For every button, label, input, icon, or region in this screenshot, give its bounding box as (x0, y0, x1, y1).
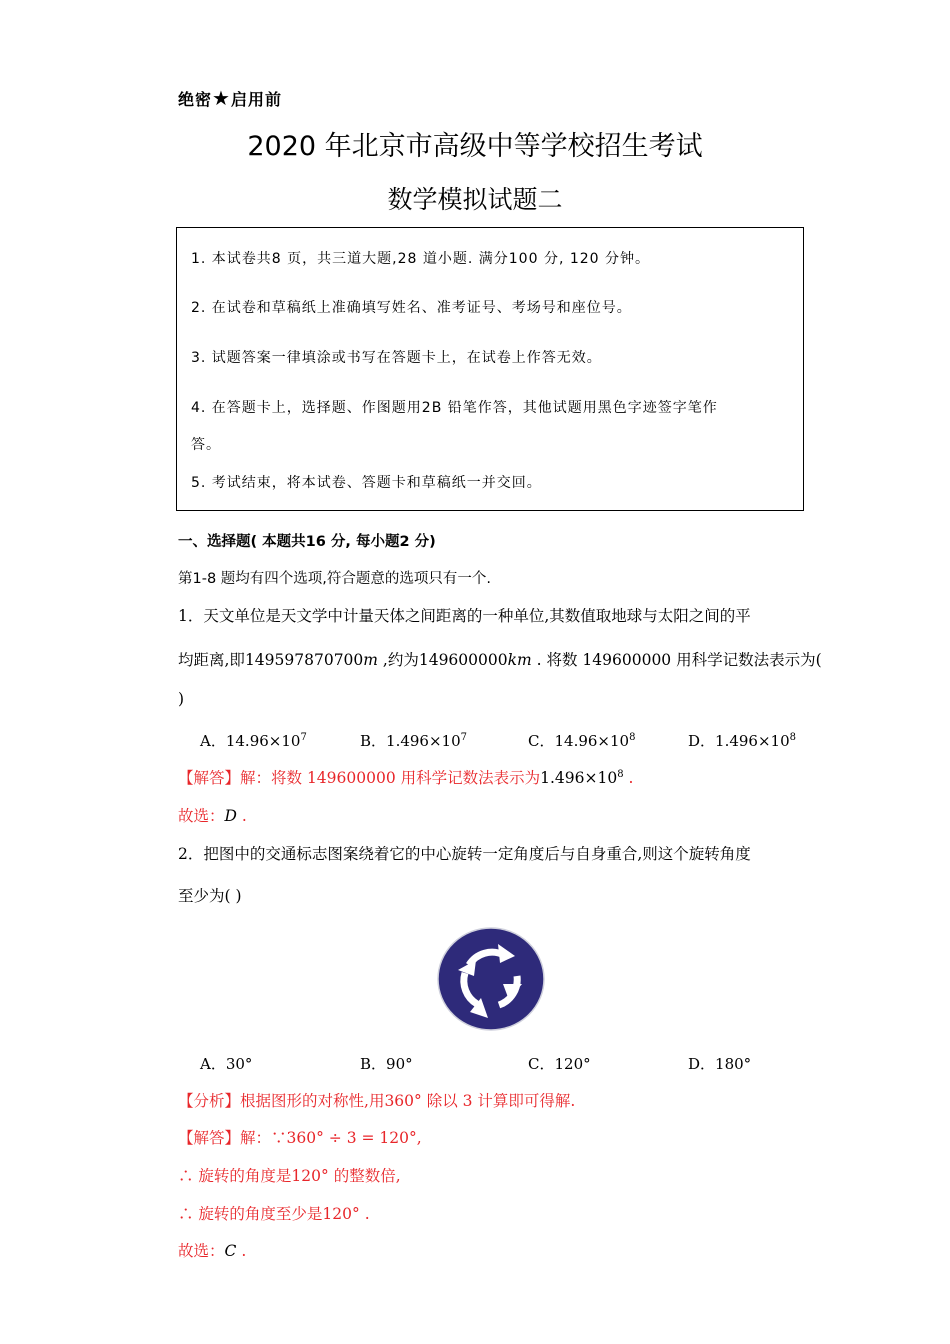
option-label: C． (528, 732, 555, 750)
answer-value: 1.496×10 (540, 769, 618, 787)
answer-text: 解：将数 149600000 用科学记数法表示为 (240, 769, 541, 787)
q2-option-c (528, 1053, 591, 1074)
q1-distance-value: 149597870700 (244, 651, 364, 669)
q1-stem-line2 (178, 648, 822, 670)
q2-analysis (178, 1089, 575, 1111)
option-label: A． (200, 732, 226, 750)
choice-value: D (224, 807, 237, 825)
answer-end: . (623, 769, 634, 787)
q2-option-d (688, 1053, 751, 1074)
answer-tag: 【解答】 (178, 1129, 241, 1147)
q1-choice (178, 804, 247, 826)
answer-tag: 【解答】 (178, 769, 241, 787)
q1-option-a (200, 730, 307, 751)
analysis-tag: 【分析】 (178, 1092, 241, 1110)
notice-item: 1. 本试卷共8 页，共三道大题,28 道小题. 满分100 分, 120 分钟。 (191, 251, 651, 267)
choice-end: . (236, 807, 247, 825)
notice-item: 3. 试题答案一律填涂或书写在答题卡上，在试卷上作答无效。 (191, 350, 602, 366)
notice-item: 5. 考试结束，将本试卷、答题卡和草稿纸一并交回。 (191, 475, 542, 491)
confidential-mark (178, 86, 282, 110)
option-label: D． (688, 732, 716, 750)
q2-stem-line2: 至少为( ) (178, 887, 242, 905)
q1-answer (178, 766, 633, 788)
q2-step1: ∴ 旋转的角度是120° 的整数倍, (178, 1167, 401, 1185)
option-exponent: 8 (629, 732, 636, 743)
option-exponent: 7 (460, 732, 468, 743)
option-value: 1.496×10 (386, 732, 461, 750)
q1-option-c (528, 730, 635, 751)
before-use-label: 启用前 (230, 90, 282, 109)
q2-stem-line1: 2．把图中的交通标志图案绕着它的中心旋转一定角度后与自身重合,则这个旋转角度 (178, 845, 751, 863)
q1-approx-value: 149600000 (418, 651, 508, 669)
q1-stem-line3: ) (178, 690, 185, 708)
roundabout-sign-icon (436, 926, 546, 1032)
confidential-label: 绝密 (178, 90, 213, 109)
option-value: 120° (554, 1055, 591, 1073)
option-value: 30° (225, 1055, 253, 1073)
q1-text: . 将数 149600000 用科学记数法表示为( (531, 651, 822, 669)
option-label: C． (528, 1055, 555, 1073)
q1-text: ,约为 (377, 651, 419, 669)
star-icon: ★ (212, 86, 231, 110)
q2-choice (178, 1239, 246, 1261)
option-label: B． (360, 1055, 387, 1073)
q1-option-d (688, 730, 796, 751)
q2-option-b (360, 1053, 413, 1074)
notice-item: 2. 在试卷和草稿纸上准确填写姓名、准考证号、考场号和座位号。 (191, 300, 632, 316)
choice-prefix: 故选： (178, 1242, 225, 1260)
option-exponent: 7 (300, 732, 307, 743)
option-value: 14.96×10 (225, 732, 301, 750)
q2-answer (178, 1126, 422, 1148)
answer-text: 解：∵360° ÷ 3 = 120°, (240, 1129, 422, 1147)
option-value: 14.96×10 (554, 732, 630, 750)
analysis-text: 根据图形的对称性,用360° 除以 3 计算即可得解. (240, 1092, 576, 1110)
q1-unit-m: m (363, 651, 378, 669)
q1-option-b (360, 730, 467, 751)
choice-value: C (224, 1242, 237, 1260)
q2-step2: ∴ 旋转的角度至少是120° . (178, 1205, 370, 1223)
option-label: B． (360, 732, 387, 750)
notice-box (176, 227, 804, 511)
q1-text: 均距离,即 (178, 651, 245, 669)
option-label: A． (200, 1055, 226, 1073)
option-exponent: 8 (789, 732, 797, 743)
section-instruction: 第1-8 题均有四个选项,符合题意的选项只有一个. (178, 571, 492, 587)
section-heading: 一、选择题( 本题共16 分, 每小题2 分) (178, 534, 436, 550)
choice-prefix: 故选： (178, 807, 225, 825)
answer-exponent: 8 (617, 768, 624, 780)
notice-item: 4. 在答题卡上，选择题、作图题用2B 铅笔作答，其他试题用黑色字迹签字笔作 (191, 400, 718, 416)
option-label: D． (688, 1055, 716, 1073)
exam-title: 2020 年北京市高级中等学校招生考试 (247, 131, 703, 162)
q1-stem-line1: 1．天文单位是天文学中计量天体之间距离的一种单位,其数值取地球与太阳之间的平 (178, 607, 751, 625)
notice-item: 答。 (191, 437, 221, 453)
q1-unit-km: km (507, 651, 532, 669)
choice-end: . (236, 1242, 247, 1260)
option-value: 1.496×10 (715, 732, 790, 750)
option-value: 180° (715, 1055, 752, 1073)
q2-option-a (200, 1053, 252, 1074)
option-value: 90° (386, 1055, 413, 1073)
exam-subtitle: 数学模拟试题二 (387, 185, 563, 214)
